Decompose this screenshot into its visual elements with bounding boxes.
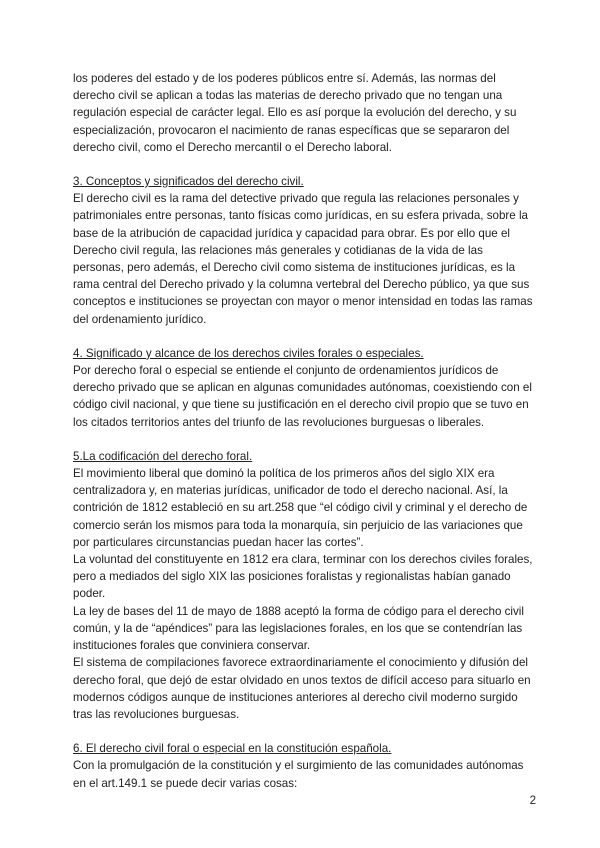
section-6 [73,740,533,792]
section-paragraph: El sistema de compilaciones favorece extraordinariamente el conocimiento y difusión del derecho foral, que dejó de estar olvidado en unos textos de difícil acceso para situarlo en modernos códigos aunque de instituciones anteriores al derecho civil moderno surgido tras las revoluciones burguesas. [73,656,531,721]
section-5 [73,448,533,723]
section-paragraph: El movimiento liberal que dominó la política de los primeros años del siglo XIX era centralizadora y, en materias jurídicas, unificador de todo el derecho nacional. Así, la contrición de 1812 estableció en su art.258 que “el código civil y criminal y el derecho de comercio serán los mismos para toda la monarquía, sin perjuicio de las variaciones que por particulares circunstancias puedan hacer las cortes”. [73,467,528,549]
section-heading: 5.La codificación del derecho foral. [73,449,253,463]
section-3 [73,173,533,328]
section-paragraph: La voluntad del constituyente en 1812 era clara, terminar con los derechos civiles forales, pero a mediados del siglo XIX las posiciones foralistas y regionalistas habían ganado poder. [73,553,533,601]
page-number: 2 [529,795,536,807]
intro-paragraph: los poderes del estado y de los poderes públicos entre sí. Además, las normas del derecho civil se aplican a todas las materias de derecho privado que no tengan una regulación especial de carácter legal. Ello es así porque la evolución del derecho, y su especialización, provocaron el nacimiento de ranas específicas que se separaron del derecho civil, como el Derecho mercantil o el Derecho laboral. [73,72,517,154]
section-paragraph: Con la promulgación de la constitución y el surgimiento de las comunidades autónomas en el art.149.1 se puede decir varias cosas: [73,759,524,790]
page-content [73,70,533,809]
section-paragraph: Por derecho foral o especial se entiende el conjunto de ordenamientos jurídicos de derecho privado que se aplican en algunas comunidades autónomas, coexistiendo con el código civil nacional, y que tiene su justificación en el derecho civil propio que se tuvo en los citados territorios antes del triunfo de las revoluciones burguesas o liberales. [73,364,532,429]
section-heading: 4. Significado y alcance de los derechos civiles forales o especiales. [73,346,424,360]
section-heading: 6. El derecho civil foral o especial en la constitución española. [73,742,392,756]
intro-section [73,70,533,156]
section-heading: 3. Conceptos y significados del derecho civil. [73,175,304,189]
section-paragraph: El derecho civil es la rama del detective privado que regula las relaciones personales y patrimoniales entre personas, tanto físicas como jurídicas, en su esfera privada, sobre la base de la atribución de capacidad jurídica y capacidad para obrar. Es por ello que el Derecho civil regula, las relaciones más generales y cotidianas de la vida de las personas, pero además, el Derecho civil como sistema de instituciones jurídicas, es la rama central del Derecho privado y la columna vertebral del Derecho público, ya que sus conceptos e instituciones se proyectan con mayor o menor intensidad en todas las ramas del ordenamiento jurídico. [73,192,533,326]
section-4 [73,345,533,431]
section-paragraph: La ley de bases del 11 de mayo de 1888 aceptó la forma de código para el derecho civil común, y la de “apéndices” para las legislaciones forales, en los que se contendrían las instituciones forales que conviniera conservar. [73,604,524,653]
